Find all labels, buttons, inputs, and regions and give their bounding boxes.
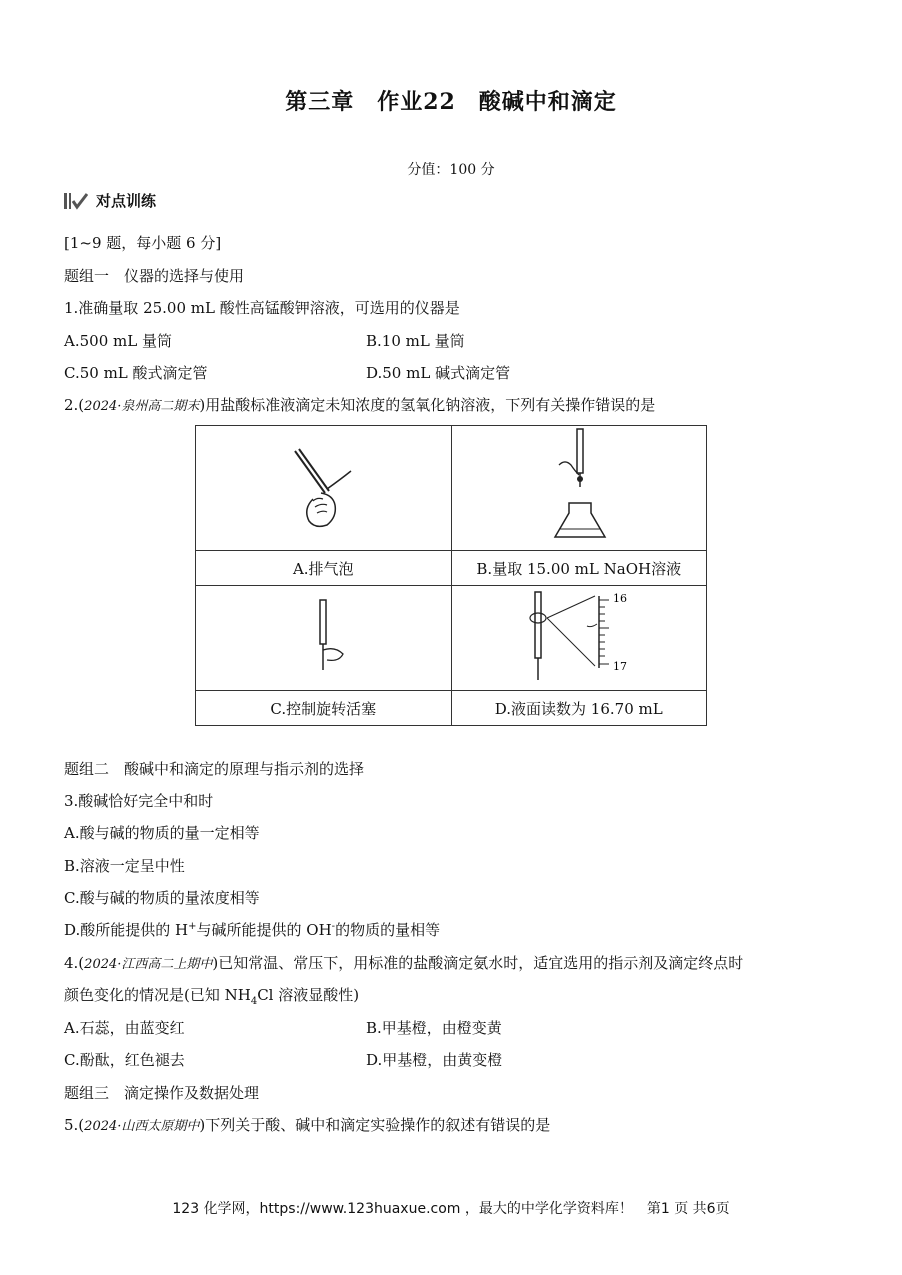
q5-stem: 5.(2024·山西太原期中)下列关于酸、碱中和滴定实验操作的叙述有错误的是 — [64, 1116, 551, 1134]
q4-option-d: D.甲基橙，由黄变橙 — [366, 1051, 503, 1069]
section-title: 对点训练 — [96, 192, 157, 210]
score-label: 分值：100 分 — [407, 162, 495, 178]
q3-option-c: C.酸与碱的物质的量浓度相等 — [64, 889, 260, 907]
page-title: 第三章 作业22 酸碱中和滴定 — [285, 89, 617, 115]
burette-reading-illustration — [509, 590, 649, 682]
q3-option-d: D.酸所能提供的 H+与碱所能提供的 OH-的物质的量相等 — [64, 921, 441, 939]
page-footer: 123 化学网，https://www.123huaxue.com ，最大的中学化学资料库！ 第1 页 共6页 — [172, 1201, 730, 1217]
scale-label-top: 16 — [612, 592, 627, 605]
q3-option-b: B.溶液一定呈中性 — [64, 857, 185, 875]
q3-stem: 3.酸碱恰好完全中和时 — [64, 792, 214, 810]
group2-title: 题组二 酸碱中和滴定的原理与指示剂的选择 — [64, 760, 365, 778]
section-header — [64, 190, 156, 211]
q2-figure-c — [196, 586, 452, 691]
stopcock-hand-illustration — [293, 596, 353, 676]
q1-option-d: D.50 mL 碱式滴定管 — [366, 364, 511, 382]
group3-title: 题组三 滴定操作及数据处理 — [64, 1084, 260, 1102]
q2-option-c: C.控制旋转活塞 — [196, 691, 452, 726]
burette-flask-illustration — [539, 427, 619, 545]
q4-option-c: C.酚酞，红色褪去 — [64, 1051, 185, 1069]
q1-stem: 1.准确量取 25.00 mL 酸性高锰酸钾溶液，可选用的仪器是 — [64, 299, 460, 317]
q4-source: 2024·江西高二上期中 — [84, 957, 213, 972]
scope-note: [1~9 题，每小题 6 分] — [64, 234, 222, 252]
group1-title: 题组一 仪器的选择与使用 — [64, 267, 245, 285]
q2-stem: 2.(2024·泉州高二期末)用盐酸标准液滴定未知浓度的氢氧化钠溶液，下列有关操作错误的是 — [64, 396, 656, 414]
q2-option-d: D.液面读数为 16.70 mL — [451, 691, 707, 726]
q1-option-b: B.10 mL 量筒 — [366, 332, 465, 350]
q4-option-b: B.甲基橙，由橙变黄 — [366, 1019, 502, 1037]
q4-stem-line2: 颜色变化的情况是(已知 $NH_4Cl$ 溶液显酸性) — [64, 986, 360, 1007]
hand-tilting-burette-illustration — [283, 441, 363, 531]
q2-source: 2024·泉州高二期末 — [84, 399, 200, 414]
q4-option-a: A.石蕊，由蓝变红 — [64, 1019, 185, 1037]
q2-figure-b — [451, 426, 707, 551]
q2-option-b: B.量取 15.00 mL NaOH溶液 — [451, 551, 707, 586]
q4-stem: 4.(2024·江西高二上期中)已知常温、常压下，用标准的盐酸滴定氨水时，适宜选用的指示剂及滴定终点时 — [64, 954, 744, 972]
q5-source: 2024·山西太原期中 — [84, 1119, 200, 1134]
q2-option-a: A.排气泡 — [196, 551, 452, 586]
q1-option-a: A.500 mL 量筒 — [64, 332, 172, 350]
q3-option-a: A.酸与碱的物质的量一定相等 — [64, 824, 260, 842]
q2-figure-d — [451, 586, 707, 691]
scale-label-bottom: 17 — [612, 660, 627, 673]
q2-options-table — [195, 425, 707, 726]
q2-figure-a — [196, 426, 452, 551]
checkmark-icon — [64, 192, 88, 210]
q1-option-c: C.50 mL 酸式滴定管 — [64, 364, 208, 382]
